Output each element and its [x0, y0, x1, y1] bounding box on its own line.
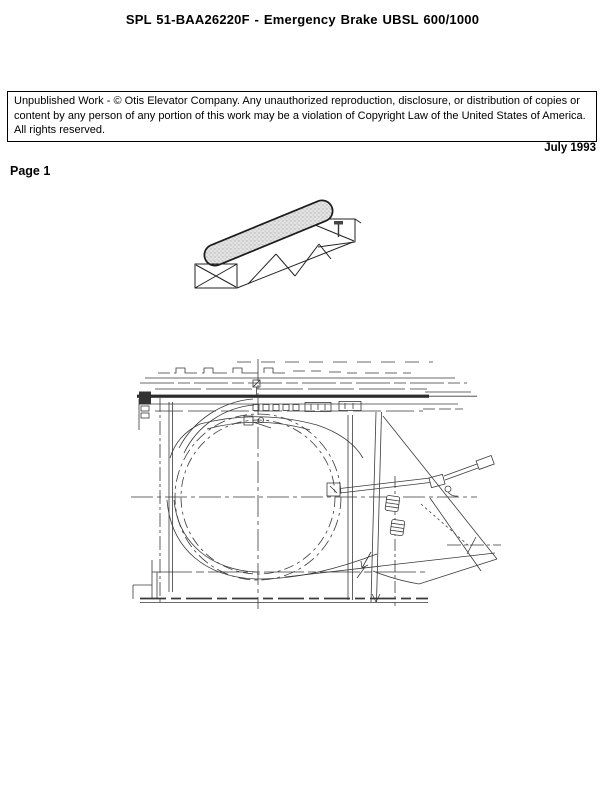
publication-date: July 1993 [544, 142, 596, 154]
escalator-pictogram-figure [190, 192, 395, 292]
page-number-heading: Page 1 [10, 164, 51, 178]
emergency-brake-diagram-figure [125, 352, 515, 614]
copyright-notice-text: Unpublished Work - © Otis Elevator Company. Any unauthorized reproduction, disclosure, or distribution of copies or content by any person of any portion of this work may be a violation of Copyright Law of the United States of America. All rights reserved. [14, 95, 586, 137]
document-title: SPL 51-BAA26220F - Emergency Brake UBSL 600/1000 [125, 12, 480, 27]
handrail-post-icon [334, 221, 343, 237]
emergency-brake-diagram [125, 352, 515, 614]
copyright-notice-box [7, 91, 597, 142]
escalator-icon [190, 192, 395, 292]
